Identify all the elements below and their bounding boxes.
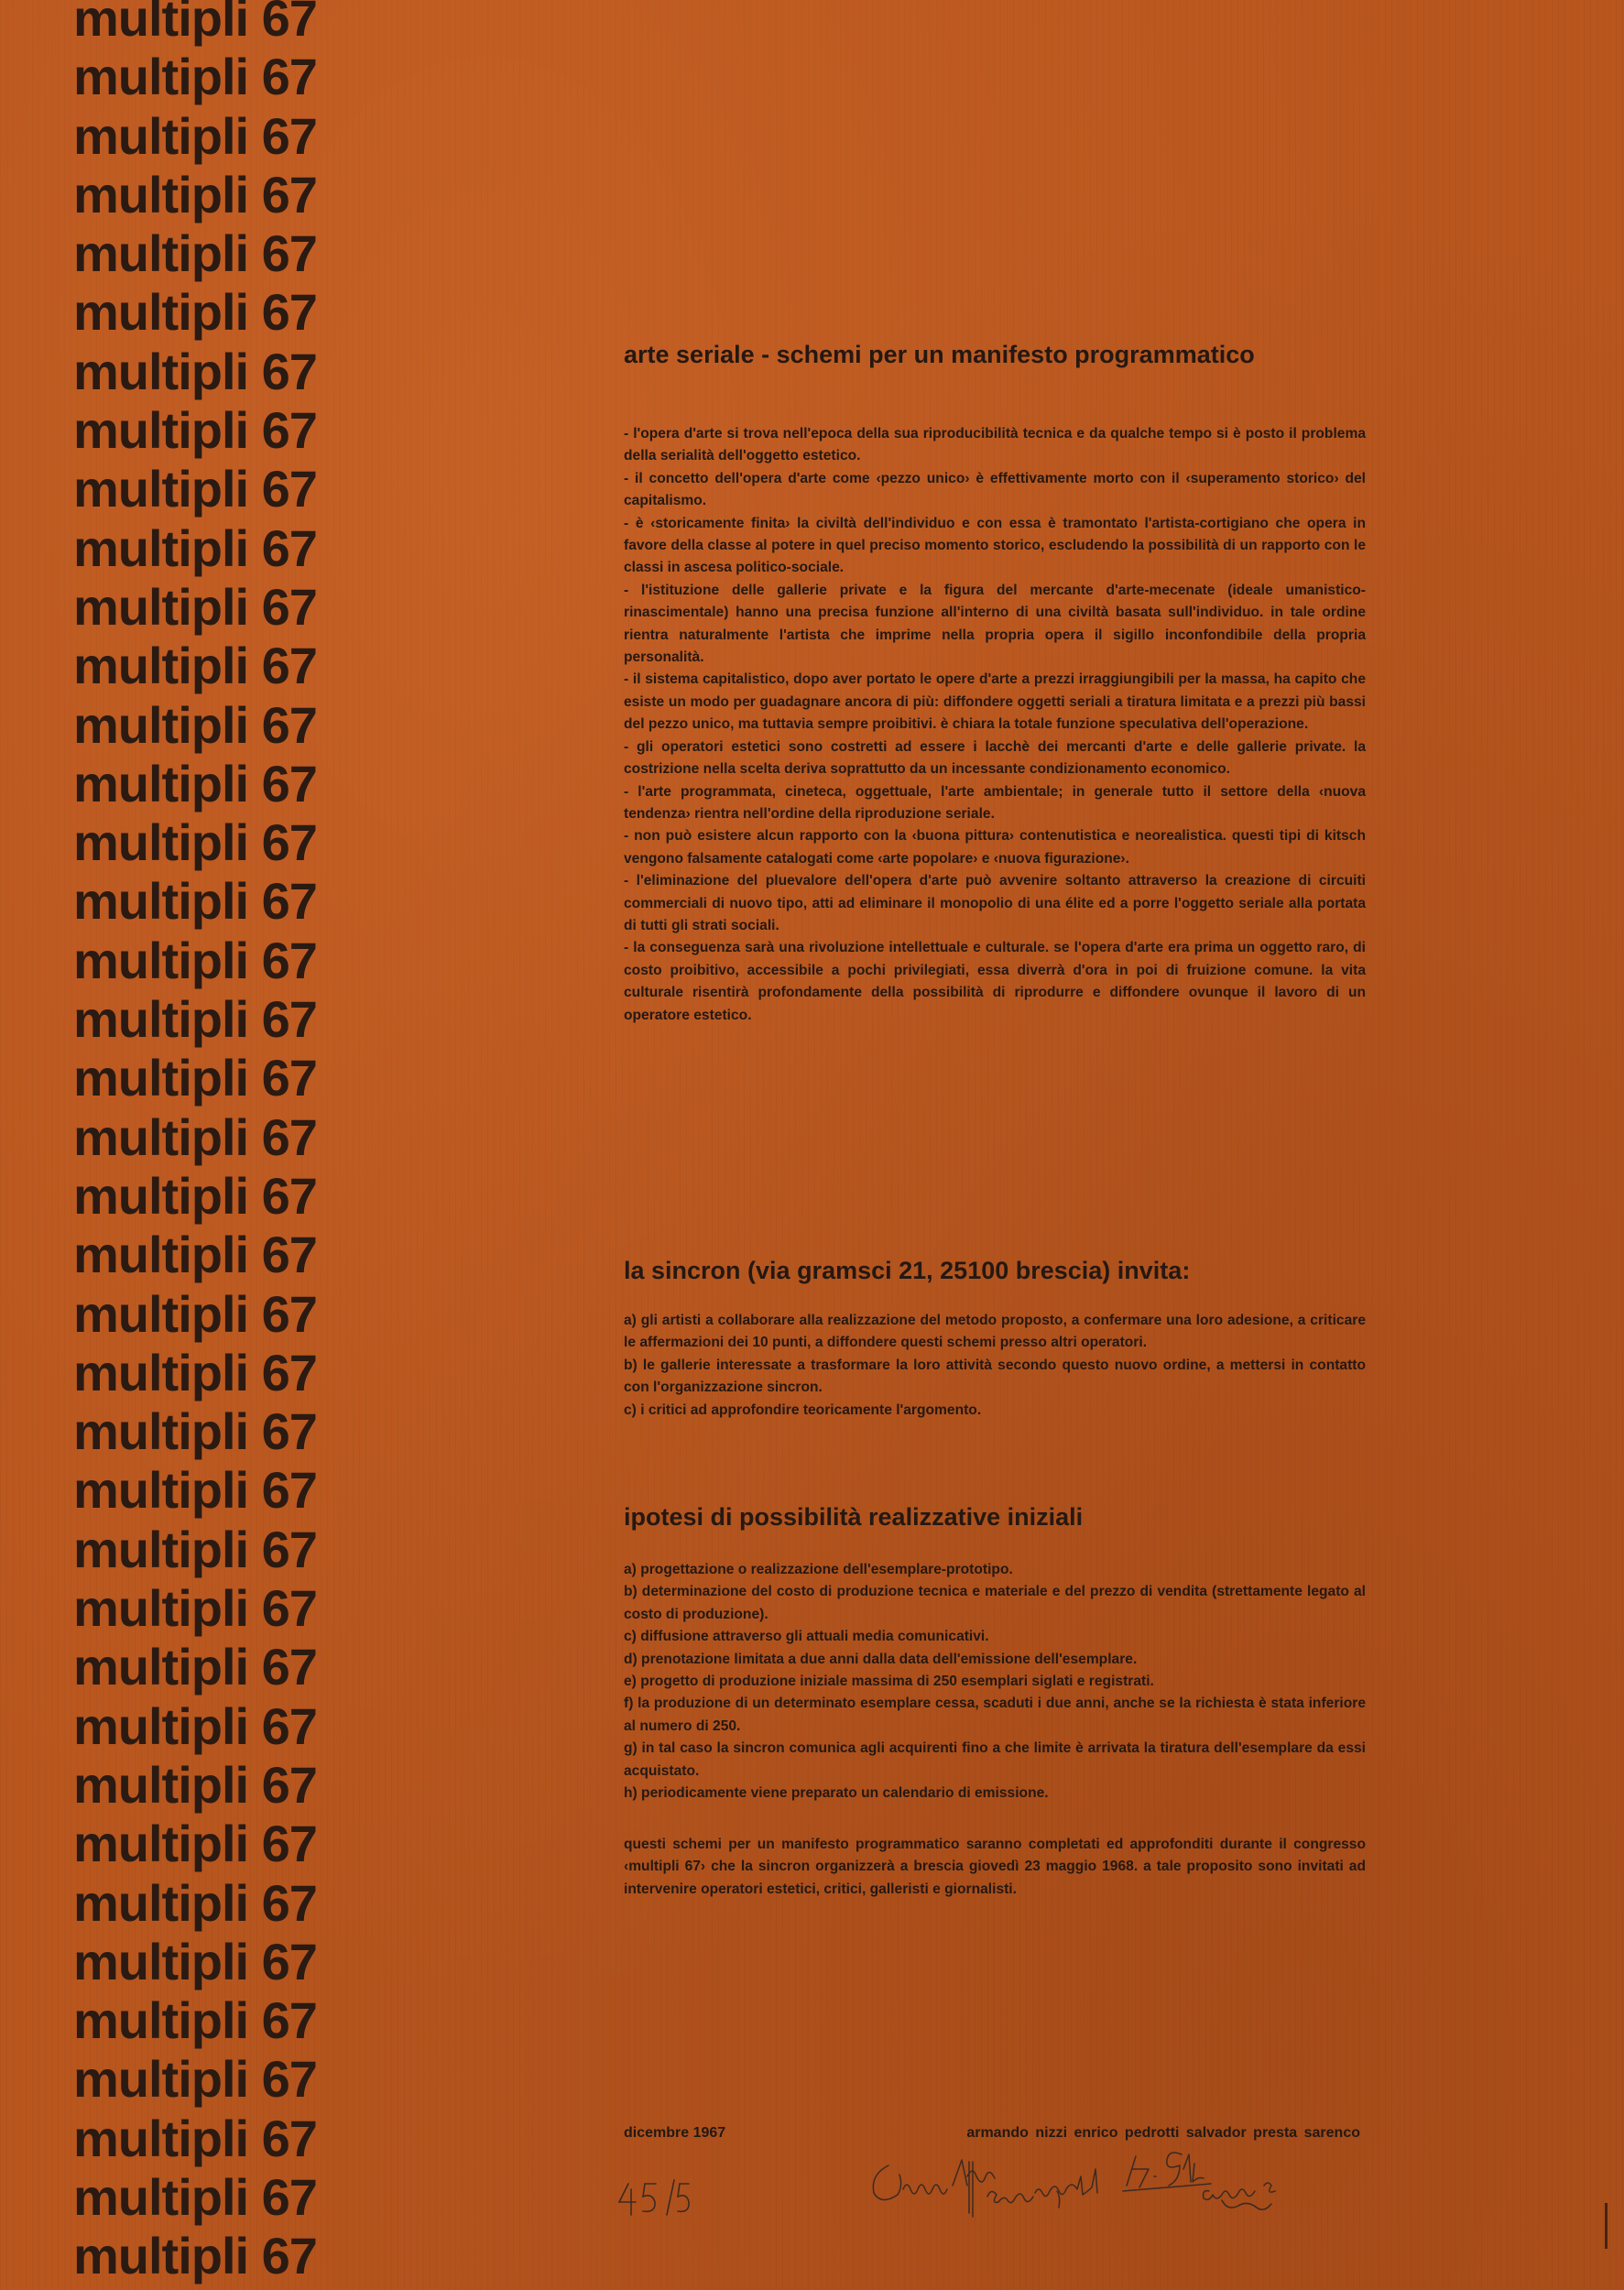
repeated-title-line: multipli 67 — [73, 342, 317, 400]
invitation-list — [624, 1310, 1366, 1422]
hypothesis-item: f) la produzione di un determinato esemplare cessa, scaduti i due anni, anche se la richiesta è stata inferiore al numero di 250. — [624, 1696, 1366, 1734]
repeated-title-line: multipli 67 — [73, 518, 317, 577]
invitation-item: b) le gallerie interessate a trasformare la loro attività secondo questo nuovo ordine, a mettersi in contatto con l'organizzazione sincron. — [624, 1357, 1366, 1396]
hypotheses-list — [624, 1559, 1366, 1805]
edge-registration-mark — [1605, 2203, 1608, 2249]
repeated-title-line: multipli 67 — [73, 1638, 317, 1696]
repeated-title-line: multipli 67 — [73, 1520, 317, 1578]
repeated-title-line: multipli 67 — [73, 401, 317, 460]
repeated-title-line: multipli 67 — [73, 872, 317, 931]
repeated-title-line: multipli 67 — [73, 1166, 317, 1225]
manifesto-title: arte seriale - schemi per un manifesto programmatico — [624, 341, 1255, 368]
repeated-title-line: multipli 67 — [73, 1579, 317, 1638]
footer-authors: armando nizzi enrico pedrotti salvador presta sarenco — [966, 2125, 1360, 2141]
repeated-title-line: multipli 67 — [73, 695, 317, 754]
repeated-title-line: multipli 67 — [73, 1696, 317, 1755]
repeated-title-line: multipli 67 — [73, 577, 317, 636]
repeated-title-line: multipli 67 — [73, 1932, 317, 1990]
hypotheses-title: ipotesi di possibilità realizzative iniziali — [624, 1503, 1084, 1531]
manifesto-point: - gli operatori estetici sono costretti ad essere i lacchè dei mercanti d'arte e delle gallerie private. la costrizione nella scelta deriva soprattutto da un incessante condizionamento economico. — [624, 738, 1366, 778]
repeated-title-line: multipli 67 — [73, 1402, 317, 1461]
signature-armando-nizzi — [873, 2160, 995, 2217]
repeated-title-line: multipli 67 — [73, 990, 317, 1049]
closing-paragraph: questi schemi per un manifesto programmatico saranno completati ed approfonditi durante il congresso ‹multipli 67› che la sincron organizzerà a brescia giovedì 23 maggio 1968. a tale proposito sono invitati ad intervenire operatori estetici, critici, galleristi e giornalisti. — [624, 1837, 1366, 1897]
repeated-title-line: multipli 67 — [73, 1107, 317, 1166]
repeated-title-line: multipli 67 — [73, 2227, 317, 2285]
repeated-title-line: multipli 67 — [73, 2050, 317, 2109]
repeated-title-line: multipli 67 — [73, 754, 317, 812]
hypothesis-item: h) periodicamente viene preparato un calendario di emissione. — [624, 1785, 1049, 1802]
repeated-title-column — [73, 0, 403, 2286]
repeated-title-line: multipli 67 — [73, 1991, 317, 2050]
repeated-title-line: multipli 67 — [73, 1873, 317, 1932]
repeated-title-line: multipli 67 — [73, 224, 317, 283]
repeated-title-line: multipli 67 — [73, 283, 317, 342]
invitation-item: c) i critici ad approfondire teoricamente l'argomento. — [624, 1401, 982, 1418]
manifesto-point: - l'arte programmata, cineteca, oggettuale, l'arte ambientale; in generale tutto il settore della ‹nuova tendenza› rientra nell'ordine della riproduzione seriale. — [624, 783, 1366, 822]
repeated-title-line: multipli 67 — [73, 637, 317, 695]
signature-salvador-presta — [1123, 2153, 1211, 2191]
hypothesis-item: b) determinazione del costo di produzione tecnica e materiale e del prezzo di vendita (strettamente legato al costo di produzione). — [624, 1584, 1366, 1622]
repeated-title-line: multipli 67 — [73, 1226, 317, 1284]
signature-enrico-pedrotti — [987, 2169, 1097, 2208]
footer-date: dicembre 1967 — [624, 2125, 726, 2141]
manifesto-point: - è ‹storicamente finita› la civiltà dell'individuo e con essa è tramontato l'artista-cortigiano che opera in favore della classe al potere in quel preciso momento storico, escludendo la possibilità di un rapporto con le classi in ascesa politico-sociale. — [624, 515, 1366, 576]
manifesto-point: - il concetto dell'opera d'arte come ‹pezzo unico› è effettivamente morto con il ‹superamento storico› del capitalismo. — [624, 470, 1366, 509]
manifesto-point: - non può esistere alcun rapporto con la ‹buona pittura› contenutistica e neorealistica. questi tipi di kitsch vengono falsamente catalogati come ‹arte popolare› e ‹nuova figurazione›. — [624, 828, 1366, 867]
hypothesis-item: d) prenotazione limitata a due anni dalla data dell'emissione dell'esemplare. — [624, 1651, 1138, 1667]
hypothesis-item: a) progettazione o realizzazione dell'esemplare-prototipo. — [624, 1562, 1013, 1577]
invitation-title: la sincron (via gramsci 21, 25100 brescia) invita: — [624, 1257, 1191, 1284]
repeated-title-line: multipli 67 — [73, 106, 317, 165]
manifesto-point: - l'istituzione delle gallerie private e la figura del mercante d'arte-mecenate (ideale umanistico-rinascimentale) hanno una precisa funzione all'interno di una civiltà basata sull'individuo. in tale ordine rientra naturalmente l'artista che imprime nella propria opera il sigillo inconfondibile della propria personalità. — [624, 582, 1366, 666]
repeated-title-line: multipli 67 — [73, 48, 317, 106]
repeated-title-line: multipli 67 — [73, 1049, 317, 1107]
hypothesis-item: c) diffusione attraverso gli attuali media comunicativi. — [624, 1629, 989, 1645]
repeated-title-line: multipli 67 — [73, 1284, 317, 1343]
repeated-title-line: multipli 67 — [73, 165, 317, 224]
manifesto-point: - il sistema capitalistico, dopo aver portato le opere d'arte a prezzi irraggiungibili per la massa, ha capito che esiste un modo per guadagnare ancora di più: diffondere oggetti seriali a tiratura limitata e a prezzi più bassi del pezzo unico, ma tuttavia sempre proibitivi. è chiara la totale funzione speculativa dell'operazione. — [624, 671, 1366, 733]
manifesto-point: - l'opera d'arte si trova nell'epoca della sua riproducibilità tecnica e da qualche tempo si è posto il problema della serialità dell'oggetto estetico. — [624, 426, 1366, 464]
manifesto-points-list — [624, 423, 1366, 1027]
repeated-title-line: multipli 67 — [73, 1461, 317, 1520]
repeated-title-line: multipli 67 — [73, 813, 317, 872]
repeated-title-line: multipli 67 — [73, 1343, 317, 1401]
repeated-title-line: multipli 67 — [73, 1755, 317, 1814]
manifesto-point: - l'eliminazione del pluevalore dell'opera d'arte può avvenire soltanto attraverso la creazione di circuiti commerciali di nuovo tipo, atti ad eliminare il monopolio di una élite ed a porre l'oggetto seriale alla portata di tutti gli strati sociali. — [624, 873, 1366, 933]
invitation-item: a) gli artisti a collaborare alla realizzazione del metodo proposto, a confermare una loro adesione, a criticare le affermazioni dei 10 punti, a diffondere questi schemi presso altri operatori. — [624, 1313, 1366, 1351]
hypothesis-item: e) progetto di produzione iniziale massima di 250 esemplari siglati e registrati. — [624, 1674, 1154, 1690]
repeated-title-line: multipli 67 — [73, 1815, 317, 1873]
signature-sarenco — [1204, 2183, 1275, 2209]
repeated-title-line: multipli 67 — [73, 460, 317, 518]
repeated-title-line: multipli 67 — [73, 0, 317, 47]
repeated-title-line: multipli 67 — [73, 2167, 317, 2226]
hypothesis-item: g) in tal caso la sincron comunica agli acquirenti fino a che limite è arrivata la tiratura dell'esemplare da essi acquistato. — [624, 1740, 1366, 1779]
manifesto-point: - la conseguenza sarà una rivoluzione intellettuale e culturale. se l'opera d'arte era prima un oggetto raro, di costo proibitivo, accessibile a pochi privilegiati, essa diverrà d'ora in poi di fruizione comune. la vita culturale risentirà profondamente della possibilità di riprodurre e diffondere ovunque il lavoro di un operatore estetico. — [624, 940, 1366, 1023]
repeated-title-line: multipli 67 — [73, 931, 317, 989]
repeated-title-line: multipli 67 — [73, 2109, 317, 2167]
edition-number-handwritten — [616, 2175, 698, 2220]
signatures-handwritten — [861, 2149, 1392, 2259]
